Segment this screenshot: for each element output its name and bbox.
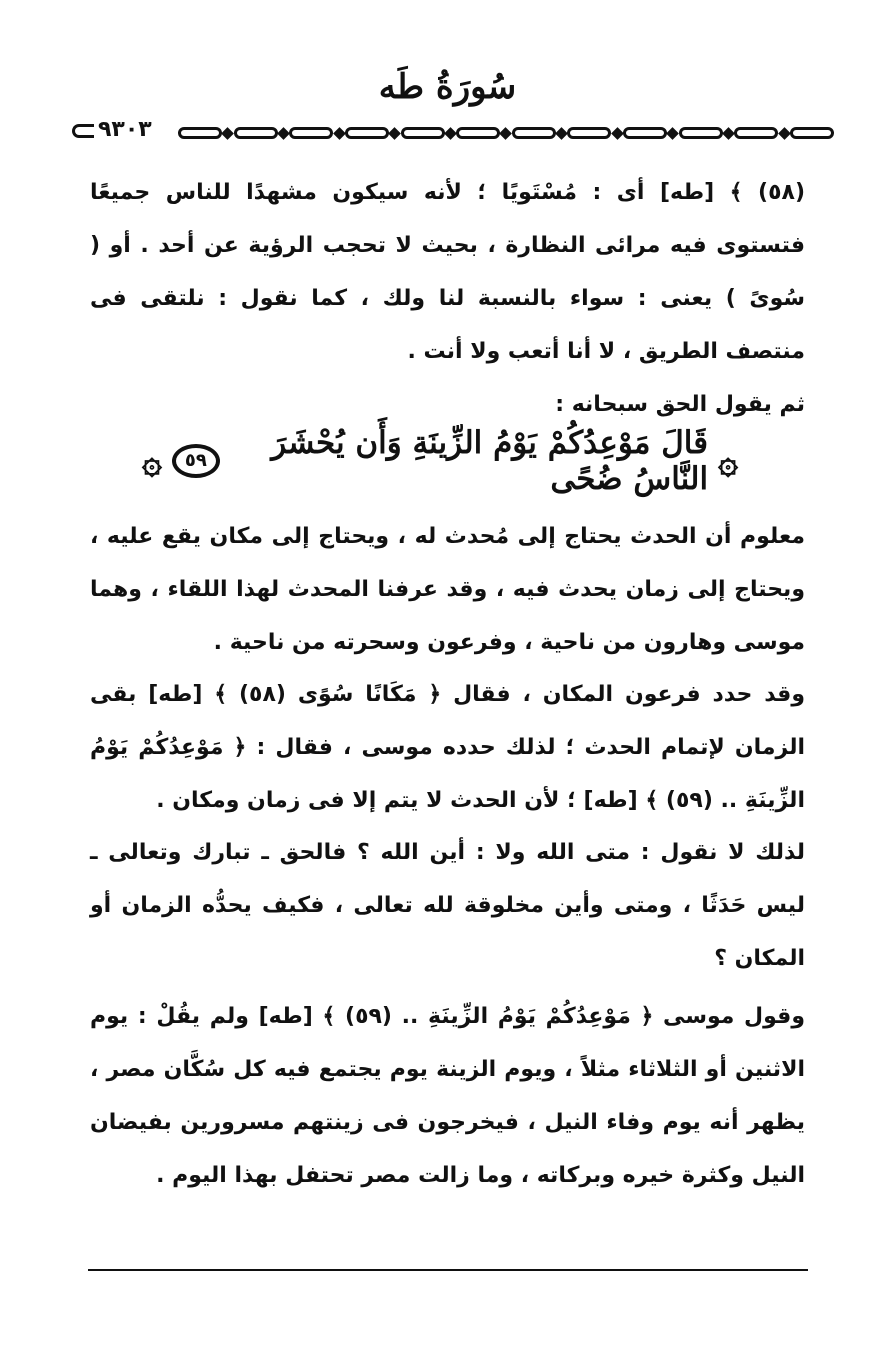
ornament-icon: ۞ bbox=[142, 441, 162, 482]
paragraph-2: ثم يقول الحق سبحانه : bbox=[555, 392, 805, 417]
page-number: ٩٣٠٣ bbox=[94, 112, 156, 148]
paragraph-3: معلوم أن الحدث يحتاج إلى مُحدث له ، ويحتاج إلى مكان يقع عليه ، ويحتاج إلى زمان يحدث فيه ، وقد عرفنا المحدث لهذا اللقاء ، وهما موسى وهارون من ناحية ، وفرعون وسحرته من ناحية . bbox=[90, 524, 805, 655]
ayah-number-badge: ٥٩ bbox=[172, 444, 220, 478]
paragraph-1: (٥٨) ﴾ [طه] أى : مُسْتَويًا ؛ لأنه سيكون مشهدًا للناس جميعًا فتستوى فيه مرائى النظارة ، بحيث لا تحجب الرؤية عن أحد . أو ( سُوىً ) يعنى : سواء بالنسبة لنا ولك ، كما نقول : نلتقى فى منتصف الطريق ، لا أنا أتعب ولا أنت . bbox=[90, 180, 805, 364]
verse-text: قَالَ مَوْعِدُكُمْ يَوْمُ الزِّينَةِ وَأَن يُحْشَرَ النَّاسُ ضُحًى bbox=[271, 425, 709, 497]
verse-box bbox=[142, 426, 738, 496]
surah-title: سُورَةُ طَه bbox=[378, 67, 517, 107]
footer-rule bbox=[88, 1269, 808, 1271]
chain-ornament-border bbox=[178, 124, 834, 142]
paragraph-5: لذلك لا نقول : متى الله ولا : أين الله ؟ فالحق ـ تبارك وتعالى ـ ليس حَدَثًا ، ومتى وأين مخلوقة لله تعالى ، فكيف يحدُّه الزمان أو المكان ؟ bbox=[90, 840, 805, 971]
ornament-icon: ۞ bbox=[718, 441, 738, 482]
paragraph-4: وقد حدد فرعون المكان ، فقال ﴿ مَكَانًا سُوًى (٥٨) ﴾ [طه] بقى الزمان لإتمام الحدث ؛ لذلك حدده موسى ، فقال : ﴿ مَوْعِدُكُمْ يَوْمُ الزِّينَةِ .. (٥٩) ﴾ [طه] ؛ لأن الحدث لا يتم إلا فى زمان ومكان . bbox=[90, 682, 806, 813]
paragraph-6: وقول موسى ﴿ مَوْعِدُكُمْ يَوْمُ الزِّينَةِ .. (٥٩) ﴾ [طه] ولم يقُلْ : يوم الاثنين أو الثلاثاء مثلاً ، ويوم الزينة يوم يجتمع فيه كل سُكَّان مصر ، يظهر أنه يوم وفاء النيل ، فيخرجون فى زينتهم مسرورين بفيضان النيل وكثرة خيره وبركاته ، وما زالت مصر تحتفل بهذا اليوم . bbox=[90, 1004, 806, 1188]
